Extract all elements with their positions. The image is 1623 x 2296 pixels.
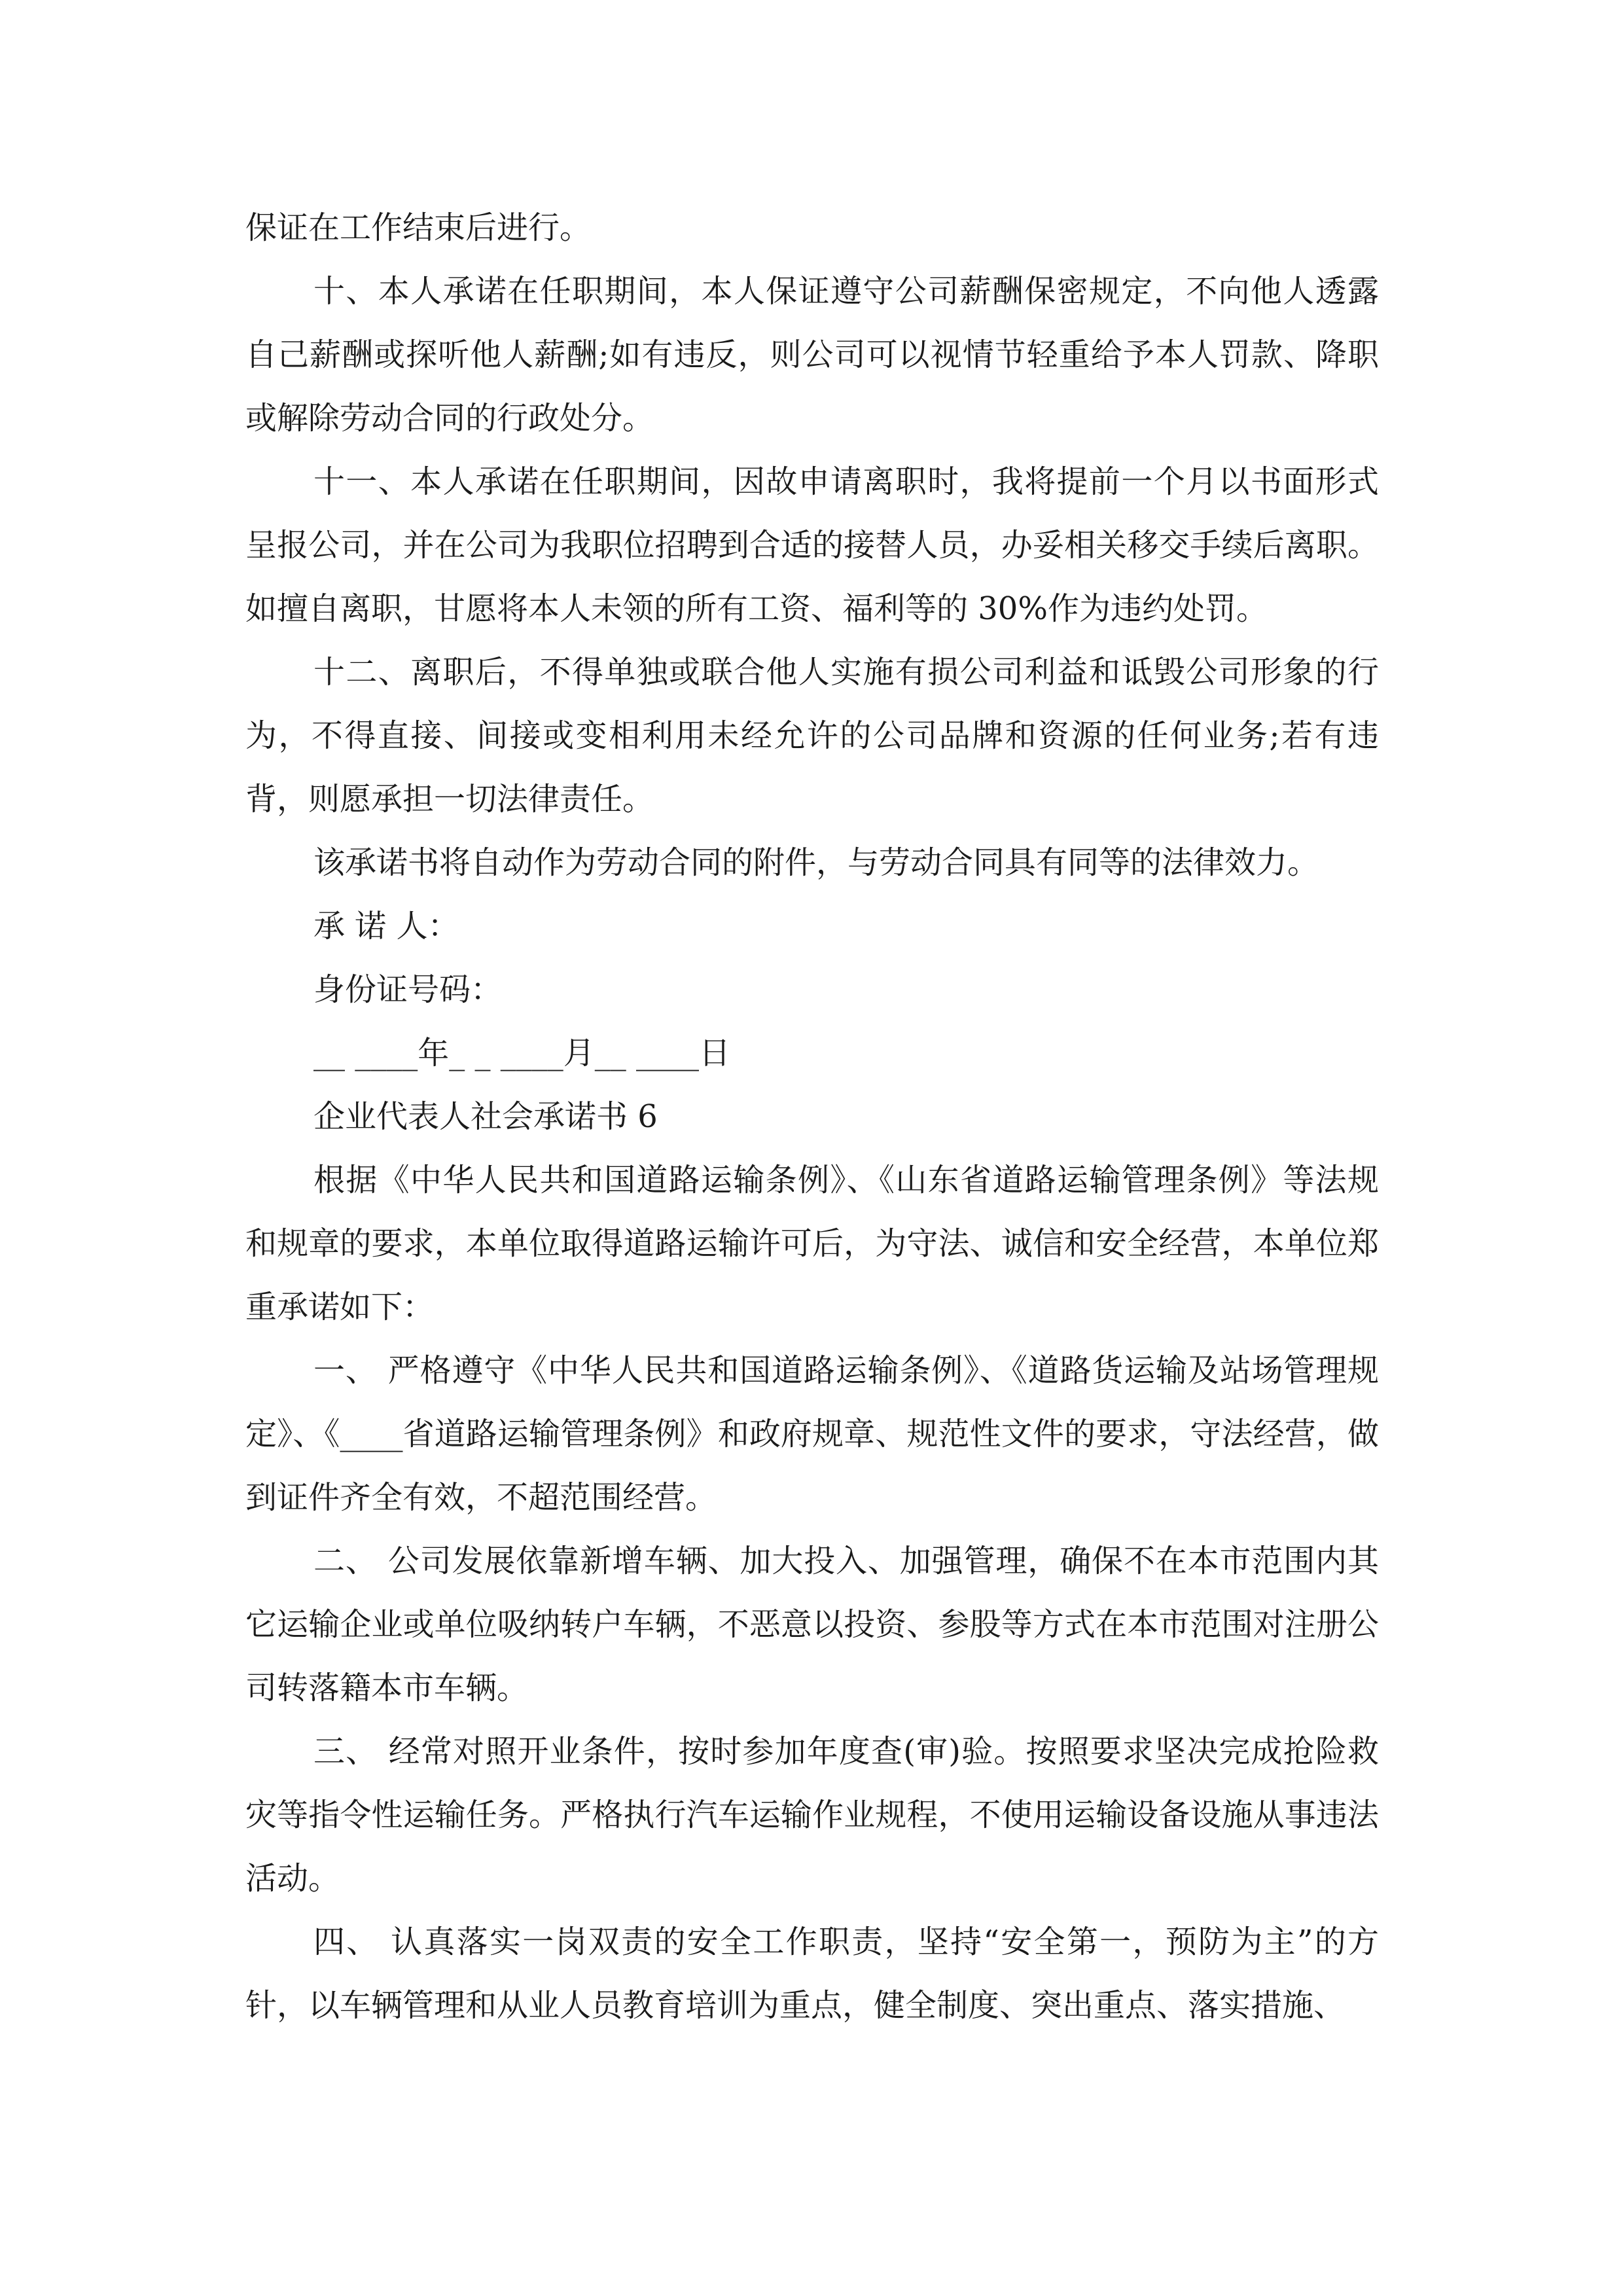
document-body (245, 196, 1379, 2037)
paragraph-item-3: 三、 经常对照开业条件，按时参加年度查(审)验。按照要求坚决完成抢险救灾等指令性运输任务。严格执行汽车运输作业规程，不使用运输设备设施从事违法活动。 (245, 1733, 1379, 1897)
signature-id-number-line: 身份证号码： (313, 971, 503, 1008)
paragraph-attachment-note: 该承诺书将自动作为劳动合同的附件，与劳动合同具有同等的法律效力。 (313, 844, 1319, 881)
paragraph-continuation: 保证在工作结束后进行。 (245, 209, 592, 246)
paragraph-clause-11: 十一、本人承诺在任职期间，因故申请离职时，我将提前一个月以书面形式呈报公司，并在公司为我职位招聘到合适的接替人员，办妥相关移交手续后离职。如擅自离职，甘愿将本人未领的所有工资、福利等的 30%作为违约处罚。 (245, 463, 1379, 627)
section-heading: 企业代表人社会承诺书 6 (313, 1098, 658, 1135)
paragraph-clause-10: 十、本人承诺在任职期间，本人保证遵守公司薪酬保密规定，不向他人透露自己薪酬或探听他人薪酬;如有违反，则公司可以视情节轻重给予本人罚款、降职或解除劳动合同的行政处分。 (245, 273, 1379, 437)
paragraph-intro: 根据《中华人民共和国道路运输条例》、《山东省道路运输管理条例》等法规和规章的要求，本单位取得道路运输许可后，为守法、诚信和安全经营，本单位郑重承诺如下： (245, 1162, 1379, 1325)
paragraph-item-1: 一、 严格遵守《中华人民共和国道路运输条例》、《道路货运输及站场管理规定》、《____省道路运输管理条例》和政府规章、规范性文件的要求，守法经营，做到证件齐全有效，不超范围经营。 (245, 1352, 1379, 1516)
signature-promisor-line: 承 诺 人： (313, 908, 459, 944)
signature-date-line: __ ____年_ _ ____月__ ____日 (313, 1035, 731, 1071)
paragraph-item-4: 四、 认真落实一岗双责的安全工作职责，坚持“安全第一，预防为主”的方针，以车辆管理和从业人员教育培训为重点，健全制度、突出重点、落实措施、 (245, 1924, 1379, 2024)
paragraph-item-2: 二、 公司发展依靠新增车辆、加大投入、加强管理，确保不在本市范围内其它运输企业或单位吸纳转户车辆，不恶意以投资、参股等方式在本市范围对注册公司转落籍本市车辆。 (245, 1543, 1379, 1706)
paragraph-clause-12: 十二、离职后，不得单独或联合他人实施有损公司利益和诋毁公司形象的行为，不得直接、间接或变相利用未经允许的公司品牌和资源的任何业务;若有违背，则愿承担一切法律责任。 (245, 654, 1379, 817)
